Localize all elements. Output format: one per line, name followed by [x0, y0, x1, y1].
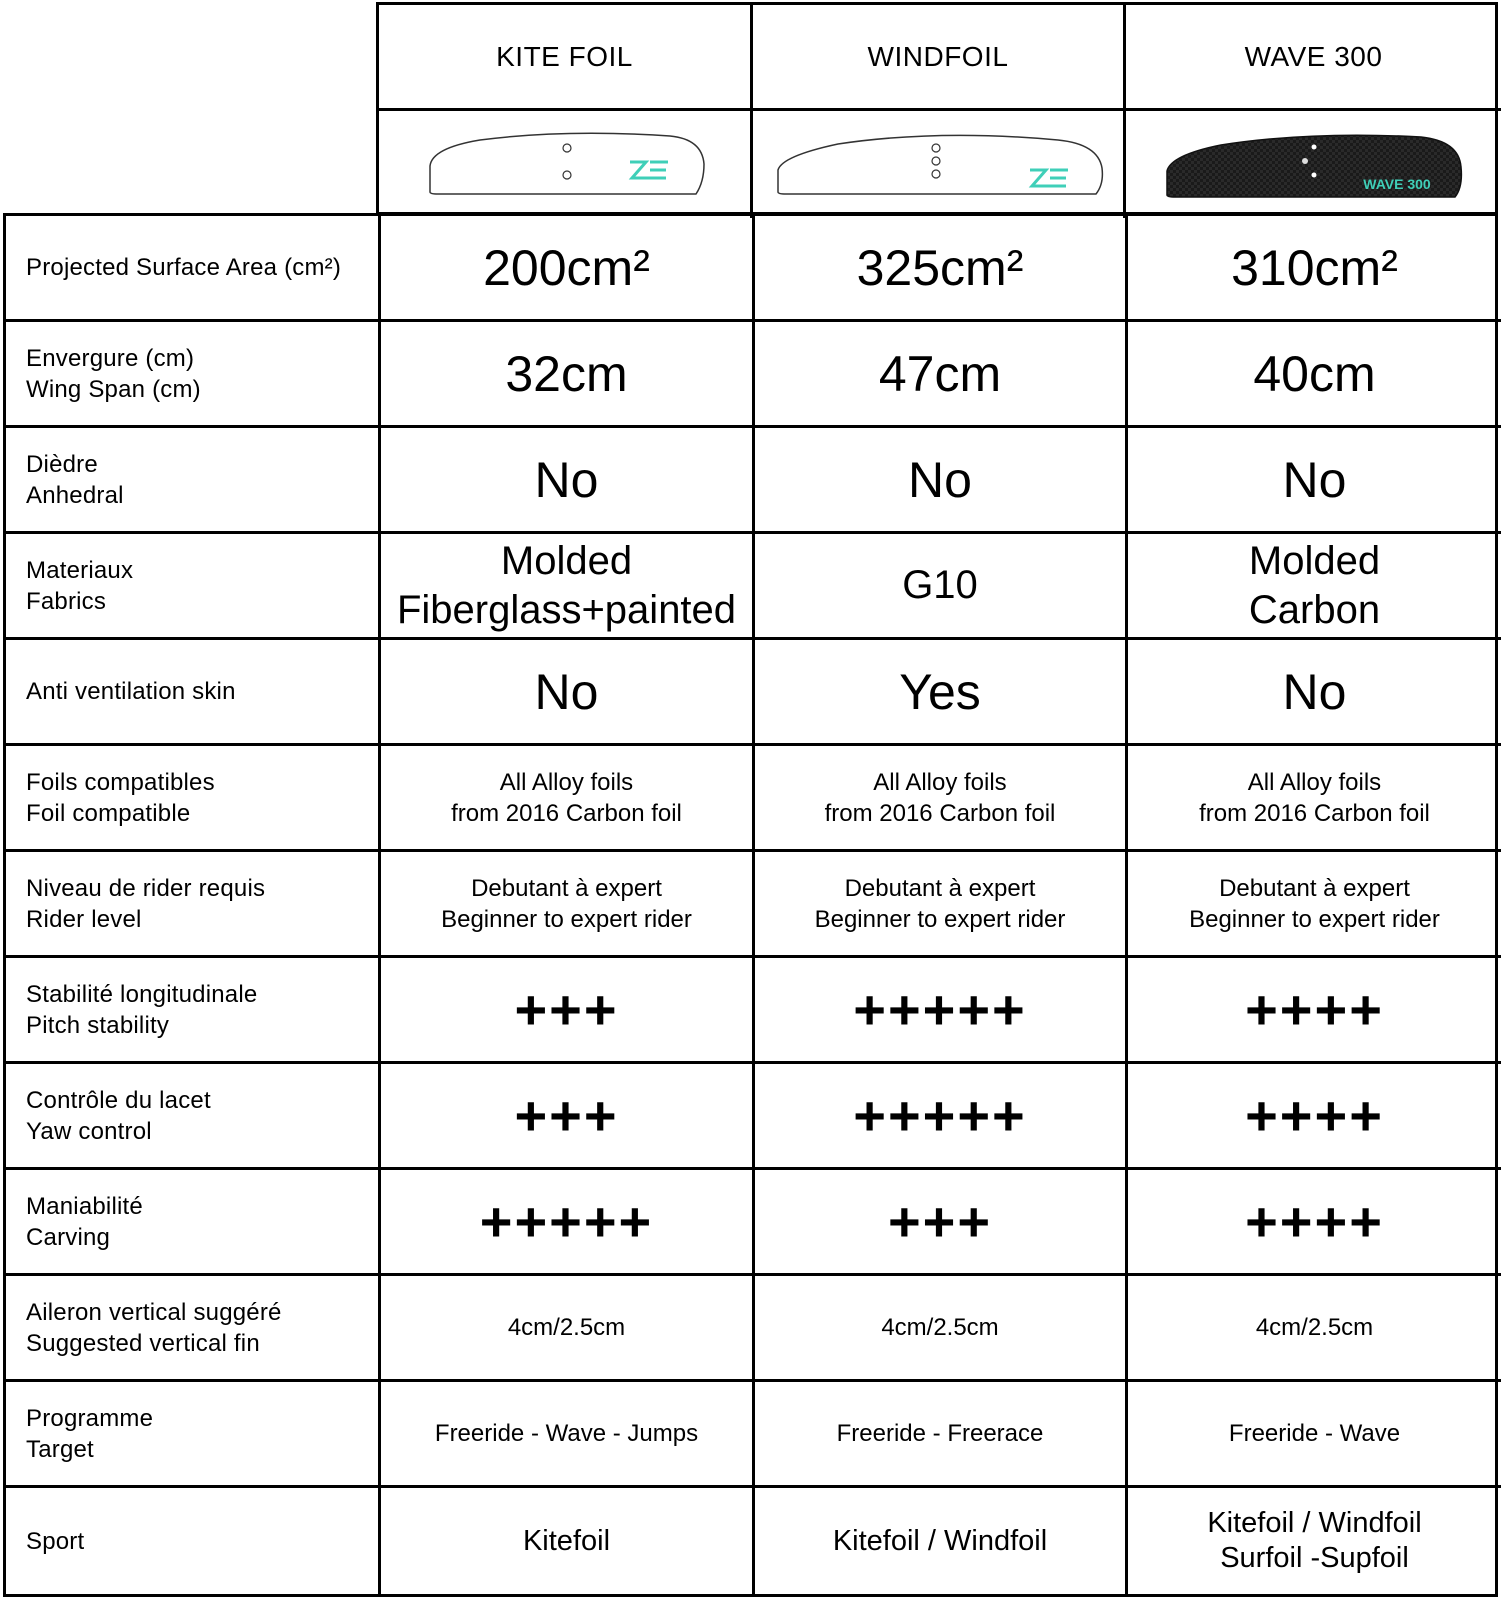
spec-value: No: [381, 640, 755, 746]
spec-value: 200cm²: [381, 216, 755, 322]
spec-value: +++++: [755, 958, 1128, 1064]
spec-value: Debutant à expert Beginner to expert rider: [1128, 852, 1501, 958]
col-title-kite-foil: [379, 5, 753, 111]
row-label: Contrôle du lacet Yaw control: [6, 1064, 381, 1170]
spec-value: ++++: [1128, 1170, 1501, 1276]
spec-value: Kitefoil / Windfoil Surfoil -Supfoil: [1207, 1507, 1422, 1574]
row-label: Projected Surface Area (cm²): [6, 216, 381, 322]
spec-value: +++++: [381, 1170, 755, 1276]
wing-image-windfoil: [753, 111, 1126, 218]
col-title-text: WINDFOIL: [867, 40, 1009, 72]
spec-value: +++: [381, 1064, 755, 1170]
column-header: [376, 2, 1498, 215]
spec-value: ++++: [1128, 1064, 1501, 1170]
spec-value: 47cm: [755, 322, 1128, 428]
row-label: Maniabilité Carving: [6, 1170, 381, 1276]
front-wing-outline-image: [768, 126, 1108, 204]
spec-value: All Alloy foils from 2016 Carbon foil: [755, 746, 1128, 852]
spec-value: Debutant à expert Beginner to expert rider: [755, 852, 1128, 958]
spec-value: Kitefoil / Windfoil: [755, 1488, 1128, 1594]
spec-value: Freeride - Wave: [1128, 1382, 1501, 1488]
front-wing-outline-image: [420, 126, 710, 204]
row-label: Programme Target: [6, 1382, 381, 1488]
wave-300-logo: WAVE 300: [1362, 175, 1431, 192]
row-label: Niveau de rider requis Rider level: [6, 852, 381, 958]
col-title-wave-300: [1126, 5, 1501, 111]
spec-value: +++: [381, 958, 755, 1064]
spec-value: No: [755, 428, 1128, 534]
row-label: Sport: [6, 1488, 381, 1594]
spec-value: Molded Carbon: [1128, 534, 1501, 640]
spec-value: No: [381, 428, 755, 534]
row-label: Dièdre Anhedral: [6, 428, 381, 534]
spec-value: All Alloy foils from 2016 Carbon foil: [381, 746, 755, 852]
spec-value: No: [1128, 640, 1501, 746]
row-label: Stabilité longitudinale Pitch stability: [6, 958, 381, 1064]
col-title-text: KITE FOIL: [496, 40, 633, 72]
spec-value: +++: [755, 1170, 1128, 1276]
col-title-windfoil: [753, 5, 1126, 111]
spec-value: G10: [755, 534, 1128, 640]
spec-value: +++++: [755, 1064, 1128, 1170]
spec-value: Yes: [755, 640, 1128, 746]
spec-value: Debutant à expert Beginner to expert rider: [381, 852, 755, 958]
spec-table: [3, 213, 1498, 1597]
spec-value: 325cm²: [755, 216, 1128, 322]
spec-value: Molded Fiberglass+painted: [381, 534, 755, 640]
wing-image-kite-foil: [379, 111, 753, 218]
spec-value: 4cm/2.5cm: [1128, 1276, 1501, 1382]
spec-value: 4cm/2.5cm: [381, 1276, 755, 1382]
spec-value: All Alloy foils from 2016 Carbon foil: [1128, 746, 1501, 852]
row-label: Anti ventilation skin: [6, 640, 381, 746]
col-title-text: WAVE 300: [1244, 40, 1383, 72]
wing-image-wave-300: [1126, 111, 1501, 218]
spec-value: 310cm²: [1128, 216, 1501, 322]
spec-value: 32cm: [381, 322, 755, 428]
row-label: Foils compatibles Foil compatible: [6, 746, 381, 852]
spec-value: No: [1128, 428, 1501, 534]
spec-value: Freeride - Freerace: [755, 1382, 1128, 1488]
row-label: Envergure (cm) Wing Span (cm): [6, 322, 381, 428]
spec-value: 40cm: [1128, 322, 1501, 428]
spec-value: 4cm/2.5cm: [755, 1276, 1128, 1382]
front-wing-carbon-image: [1161, 125, 1467, 205]
spec-value: Kitefoil: [381, 1488, 755, 1594]
row-label: Materiaux Fabrics: [6, 534, 381, 640]
spec-value: ++++: [1128, 958, 1501, 1064]
row-label: Aileron vertical suggéré Suggested vertical fin: [6, 1276, 381, 1382]
spec-value: Freeride - Wave - Jumps: [381, 1382, 755, 1488]
